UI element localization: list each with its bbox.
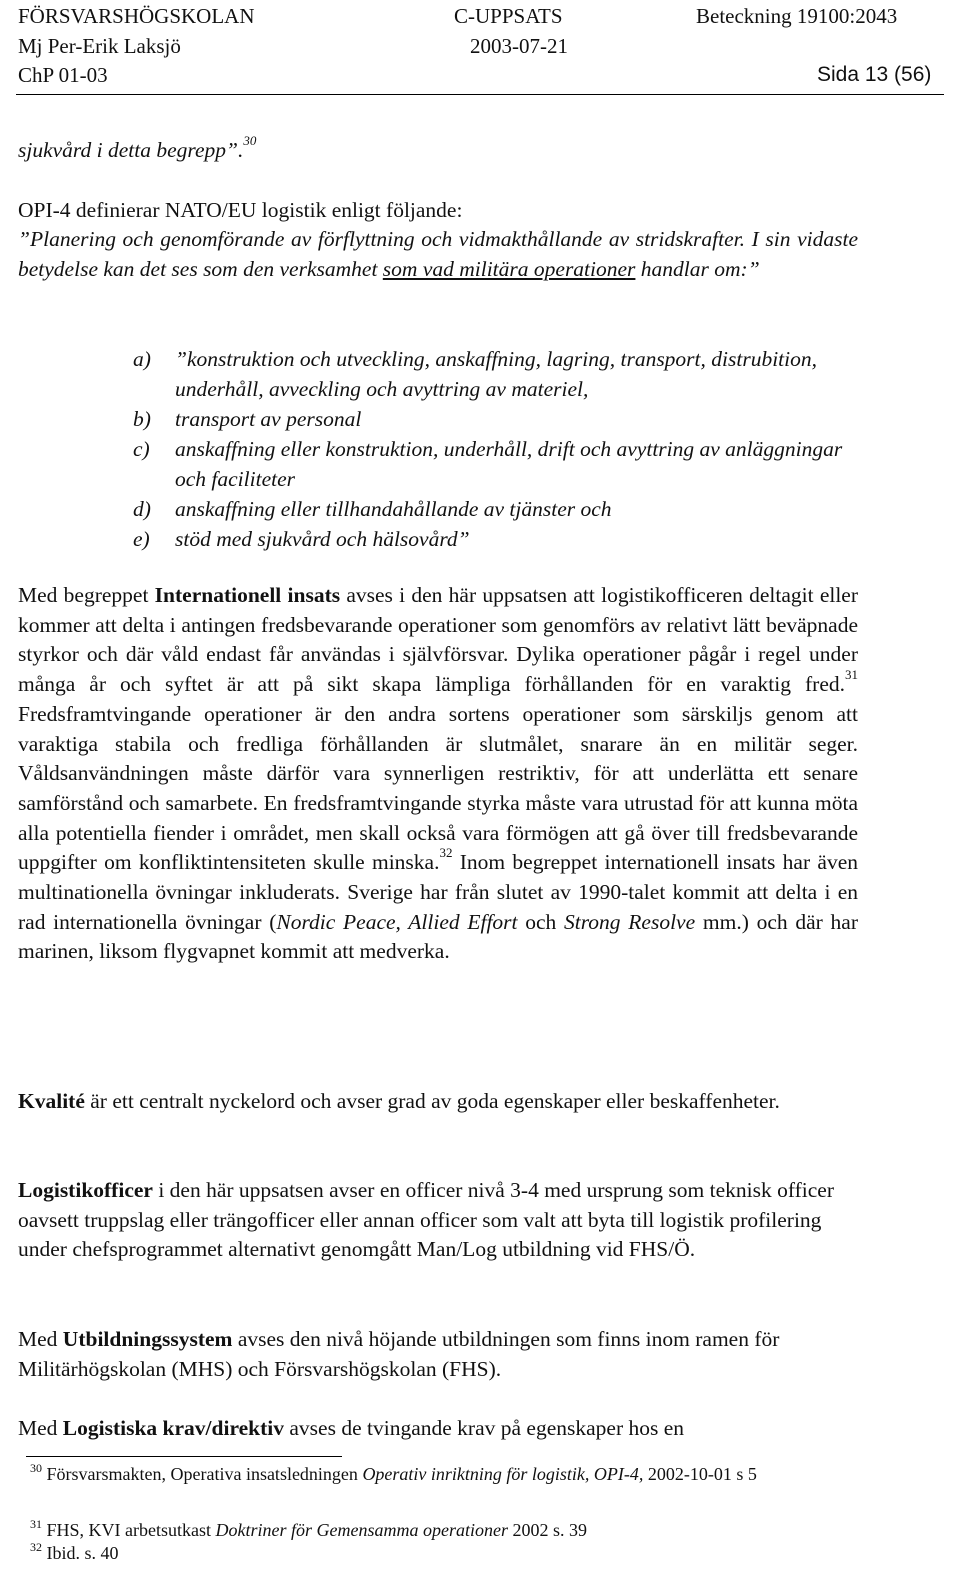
header-doc-type: C-UPPSATS [454, 4, 563, 28]
paragraph-logistiska-krav: Med Logistiska krav/direktiv avses de tvingande krav på egenskaper hos en [18, 1416, 685, 1440]
footnote-31: $^{31}$ FHS, KVI arbetsutkast Doktriner för Gemensamma operationer 2002 s. 39 [30, 1517, 587, 1540]
list-item: c) anskaffning eller konstruktion, underhåll, drift och avyttring av anläggningar och faciliteter [133, 437, 843, 491]
header-designation: Beteckning 19100:2043 [696, 4, 898, 28]
header-rule [16, 94, 944, 95]
term-logistiska-krav: Logistiska krav/direktiv [62, 1416, 285, 1440]
footnote-ref: 32 [439, 845, 453, 861]
list-item: a) ”konstruktion och utveckling, anskaffning, lagring, transport, distrubition, underhåll, avveckling och avyttring av materiel, [133, 347, 817, 401]
list-item: d) anskaffning eller tillhandahållande av tjänster och [133, 497, 612, 521]
paragraph-internationell-insats: Med begreppet Internationell insats avses i den här uppsatsen att logistikofficeren deltagit eller kommer att delta i antingen fredsbevarande operationer som genomförs av relativt lätt beväpnade styrkor och där våld endast får användas i självförsvar. Dylika operationer pågår i regel under många år och syftet är att på sikt skapa lämpliga förhållanden för en varaktig fred.$^{31}$ Fredsframtvingande operationer är den andra sortens operationer som särskiljs genom att varaktiga stabila och fredliga förhållanden är slutmålet, snarare än en militär seger. Våldsanvändningen måste därför vara synnerligen restriktiv, för att underlätta ett senare samförstånd och samarbete. En fredsframtvingande styrka måste vara utrustad för att kunna möta alla potentiella fiender i området, men skall också vara förmögen att gå över till fredsbevarande uppgifter om konfliktintensiteten skulle minska.$^{32}$ Inom begreppet internationell insats har även multinationella övningar inkluderats. Sverige har från slutet av 1990-talet kommit att delta i en rad internationella övningar (Nordic Peace, Allied Effort och Strong Resolve mm.) och där har marinen, liksom flygvapnet kommit att medverka. [18, 583, 859, 964]
term-utbildningssystem: Utbildningssystem [62, 1327, 233, 1351]
paragraph-opi4-quote: ”Planering och genomförande av förflyttning och vidmakthållande av stridskrafter. I sin vidaste betydelse kan det ses som den verksamhet som vad militära operationer handlar om:” [18, 227, 858, 281]
paragraph-kvalite: Kvalité är ett centralt nyckelord och avser grad av goda egenskaper eller beskaffenheter. [18, 1089, 780, 1113]
header-course: ChP 01-03 [18, 63, 108, 87]
paragraph-utbildningssystem: Med Utbildningssystem avses den nivå höjande utbildningen som finns inom ramen för Militärhögskolan (MHS) och Försvarshögskolan (FHS). [18, 1327, 780, 1381]
term-internationell-insats: Internationell insats [154, 583, 341, 607]
header-date: 2003-07-21 [470, 34, 568, 58]
paragraph-opi4-intro: OPI-4 definierar NATO/EU logistik enligt följande: [18, 198, 463, 222]
header-page-number: Sida 13 (56) [817, 63, 932, 86]
list-item: e) stöd med sjukvård och hälsovård” [133, 527, 470, 551]
footnote-rule [26, 1456, 342, 1457]
footnote-ref: 31 [845, 667, 858, 683]
term-kvalite: Kvalité [18, 1089, 85, 1113]
paragraph-logistikofficer: Logistikofficer i den här uppsatsen avser en officer nivå 3-4 med ursprung som teknisk officer oavsett truppslag eller trängofficer eller annan officer som valt att byta till logistik profilering under chefsprogrammet alternativt genomgått Man/Log utbildning vid FHS/Ö. [18, 1178, 834, 1262]
footnote-ref: 30 [243, 133, 257, 148]
footnote-30: $^{30}$ Försvarsmakten, Operativa insatsledningen Operativ inriktning för logistik, OPI-4, 2002-10-01 s 5 [30, 1461, 757, 1484]
logistics-list [133, 344, 861, 554]
footnote-32: $^{32}$ Ibid. s. 40 [30, 1540, 119, 1563]
term-logistikofficer: Logistikofficer [18, 1178, 153, 1202]
list-item: b) transport av personal [133, 407, 362, 431]
header-school: FÖRSVARSHÖGSKOLAN [18, 4, 255, 28]
header-author: Mj Per-Erik Laksjö [18, 34, 181, 58]
paragraph-continuation: sjukvård i detta begrepp”.$^{30}$ [18, 133, 257, 162]
